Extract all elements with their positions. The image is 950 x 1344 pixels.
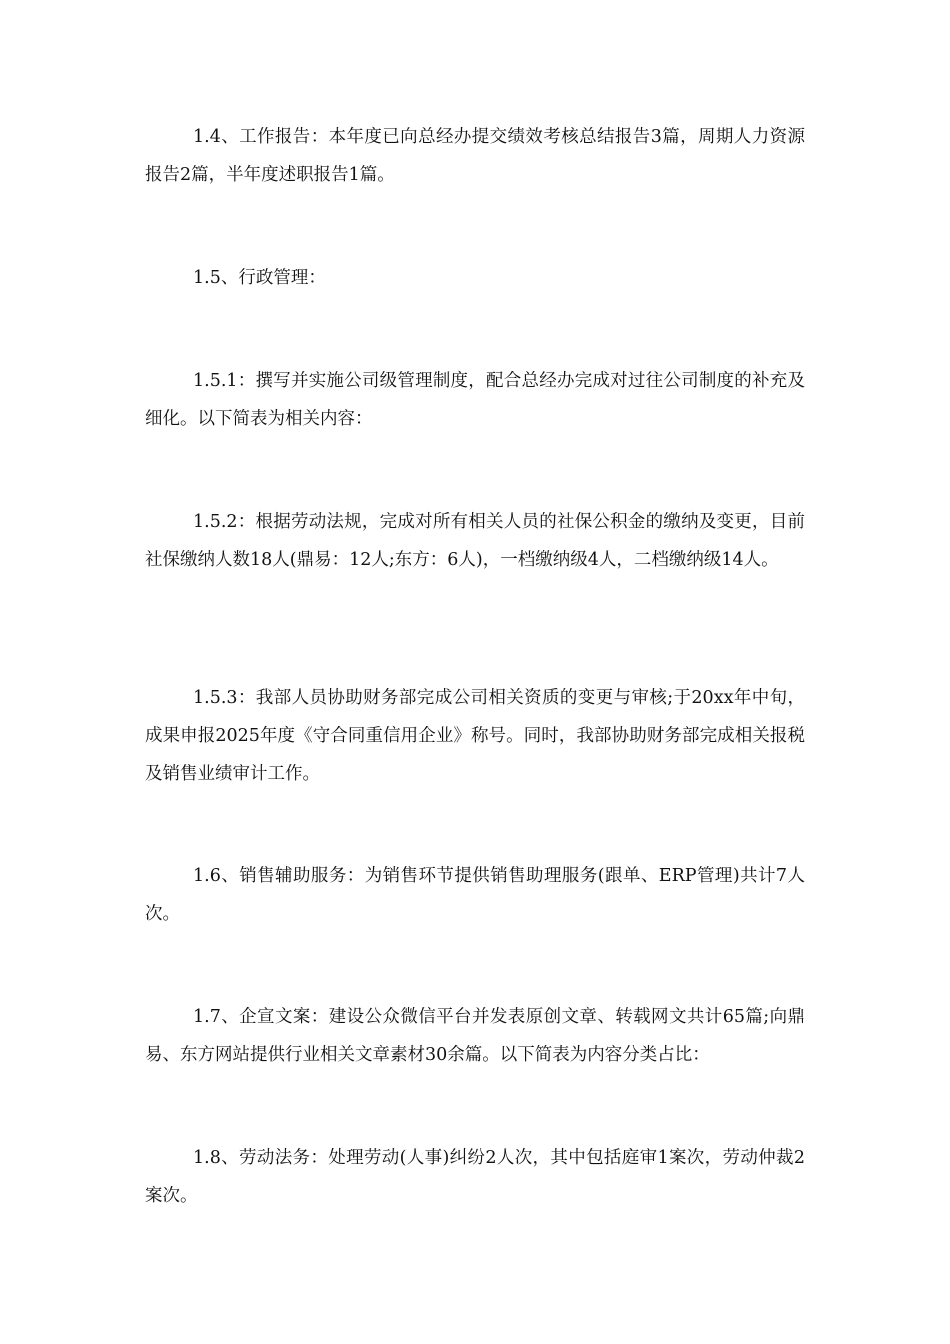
paragraph-admin-1-5-1: 1.5.1：撰写并实施公司级管理制度，配合总经办完成对过往公司制度的补充及细化。以下简表为相关内容： — [145, 371, 805, 429]
paragraph-admin-management: 1.5、行政管理： — [193, 268, 326, 288]
paragraph-admin-1-5-3: 1.5.3：我部人员协助财务部完成公司相关资质的变更与审核;于20xx年中旬，成果申报2025年度《守合同重信用企业》称号。同时，我部协助财务部完成相关报税及销售业绩审计工作。 — [145, 688, 805, 784]
paragraph-labor-legal: 1.8、劳动法务：处理劳动(人事)纠纷2人次，其中包括庭审1案次，劳动仲裁2案次。 — [145, 1148, 805, 1206]
paragraph-work-report: 1.4、工作报告：本年度已向总经办提交绩效考核总结报告3篇，周期人力资源报告2篇，半年度述职报告1篇。 — [145, 127, 805, 185]
paragraph-sales-support: 1.6、销售辅助服务：为销售环节提供销售助理服务(跟单、ERP管理)共计7人次。 — [145, 866, 805, 924]
paragraph-admin-1-5-2: 1.5.2：根据劳动法规，完成对所有相关人员的社保公积金的缴纳及变更，目前社保缴纳人数18人(鼎易：12人;东方：6人)，一档缴纳级4人，二档缴纳级14人。 — [145, 512, 805, 570]
paragraph-corporate-copywriting: 1.7、企宣文案：建设公众微信平台并发表原创文章、转载网文共计65篇;向鼎易、东方网站提供行业相关文章素材30余篇。以下简表为内容分类占比： — [145, 1007, 805, 1065]
